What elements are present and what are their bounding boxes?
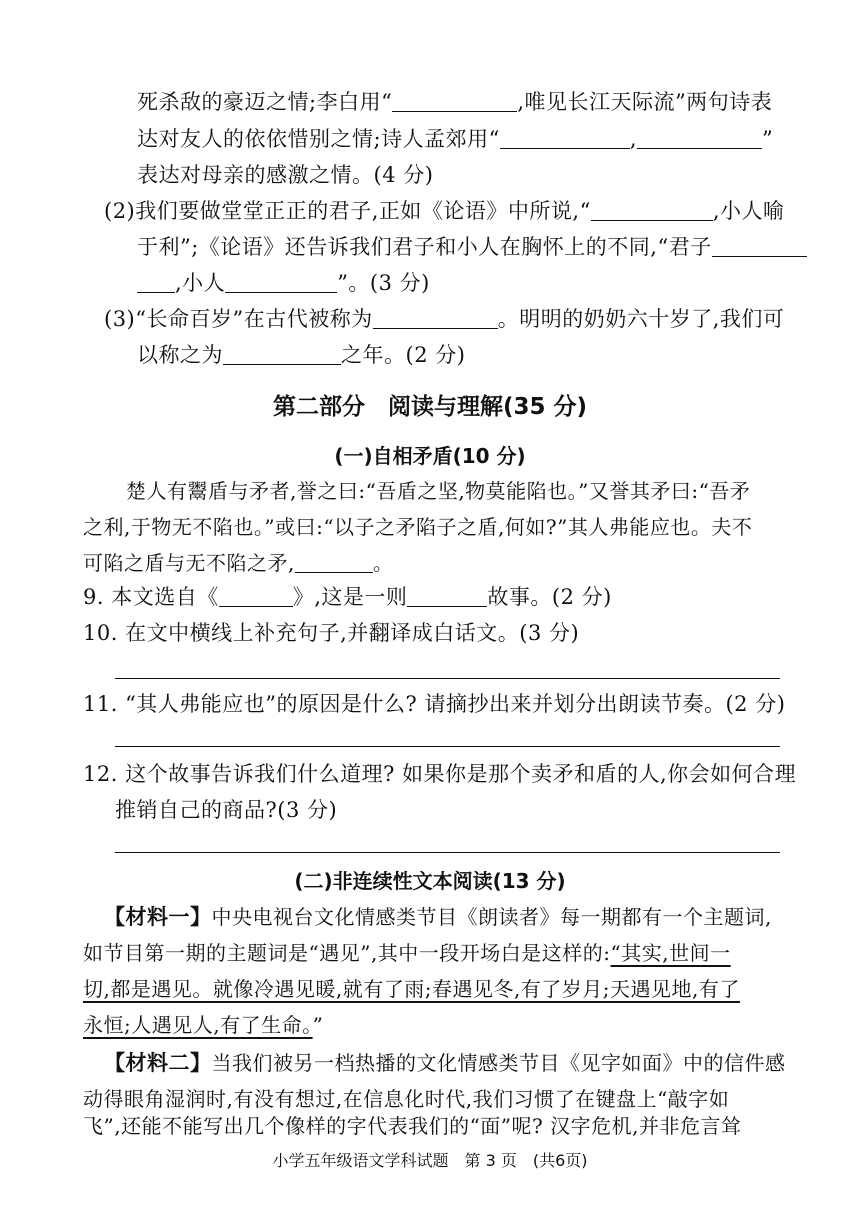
question-2: (2)我们要做堂堂正正的君子,正如《论语》中所说,“ ,小人喻: [104, 199, 785, 223]
answer-blank[interactable]: [295, 554, 373, 573]
text-line: 于利”;《论语》还告诉我们君子和小人在胸怀上的不同,“君子: [137, 233, 807, 261]
material-2-label: 【材料二】: [104, 1050, 212, 1075]
answer-blank[interactable]: [225, 274, 337, 293]
question-9: 9. 本文选自《 》,这是一则 故事。(2 分): [83, 585, 612, 609]
section-title: 第二部分 阅读与理解(35 分): [272, 394, 588, 420]
material-2-line: 【材料二】当我们被另一档热播的文化情感类节目《见字如面》中的信件感: [104, 1050, 786, 1075]
answer-blank[interactable]: [500, 130, 630, 149]
question-11: 11. “其人弗能应也”的原因是什么? 请摘抄出来并划分出朗读节奏。(2 分): [83, 692, 786, 716]
answer-blank[interactable]: [137, 274, 175, 293]
text-line: 表达对母亲的感激之情。(4 分): [137, 163, 434, 187]
answer-line[interactable]: [115, 746, 780, 747]
answer-line[interactable]: [115, 678, 780, 679]
material-1-line: 切,都是遇见。就像冷遇见暖,就有了雨;春遇见冬,有了岁月;天遇见地,有了: [83, 977, 740, 1001]
material-2-line: 飞”,还能不能写出几个像样的字代表我们的“面”呢? 汉字危机,并非危言耸: [83, 1114, 742, 1138]
answer-blank[interactable]: [637, 130, 762, 149]
text-line: 达对友人的依依惜别之情;诗人孟郊用“ , ”: [137, 127, 774, 151]
material-1-line: 永恒;人遇见人,有了生命。”: [83, 1013, 324, 1037]
text-line: 推销自己的商品?(3 分): [115, 798, 338, 822]
answer-blank[interactable]: [712, 238, 807, 257]
passage-line: 之利,于物无不陷也。”或曰:“以子之矛陷子之盾,何如?”其人弗能应也。夫不: [83, 515, 753, 539]
answer-blank[interactable]: [591, 202, 713, 221]
question-12: 12. 这个故事告诉我们什么道理? 如果你是那个卖矛和盾的人,你会如何合理: [83, 762, 797, 786]
material-1-label: 【材料一】: [104, 904, 212, 929]
text-line: 死杀敌的豪迈之情;李白用“ ,唯见长江天际流”两句诗表: [137, 90, 773, 114]
passage-line: 可陷之盾与无不陷之矛, 。: [83, 551, 394, 575]
answer-blank[interactable]: [219, 588, 293, 607]
material-2-line: 动得眼角湿润时,有没有想过,在信息化时代,我们习惯了在键盘上“敲字如: [83, 1087, 730, 1111]
page-footer: 小学五年级语文学科试题 第 3 页 (共6页): [272, 1151, 588, 1170]
answer-blank[interactable]: [392, 93, 517, 112]
text-line: ,小人 ”。(3 分): [137, 269, 430, 297]
material-1-line: 如节目第一期的主题词是“遇见”,其中一段开场白是这样的:“其实,世间一: [83, 941, 731, 965]
answer-blank[interactable]: [373, 310, 498, 329]
subsection-title: (二)非连续性文本阅读(13 分): [294, 869, 566, 893]
answer-line[interactable]: [115, 852, 780, 853]
material-1-line: 【材料一】中央电视台文化情感类节目《朗读者》每一期都有一个主题词,: [104, 904, 772, 929]
passage-line: 楚人有鬻盾与矛者,誉之曰:“吾盾之坚,物莫能陷也。”又誉其矛曰:“吾矛: [126, 479, 751, 503]
question-10: 10. 在文中横线上补充句子,并翻译成白话文。(3 分): [83, 621, 580, 645]
text-line: 以称之为 之年。(2 分): [137, 343, 466, 367]
question-3: (3)“长命百岁”在古代被称为 。明明的奶奶六十岁了,我们可: [104, 307, 785, 331]
answer-blank[interactable]: [223, 346, 341, 365]
subsection-title: (一)自相矛盾(10 分): [334, 444, 526, 468]
answer-blank[interactable]: [407, 588, 487, 607]
